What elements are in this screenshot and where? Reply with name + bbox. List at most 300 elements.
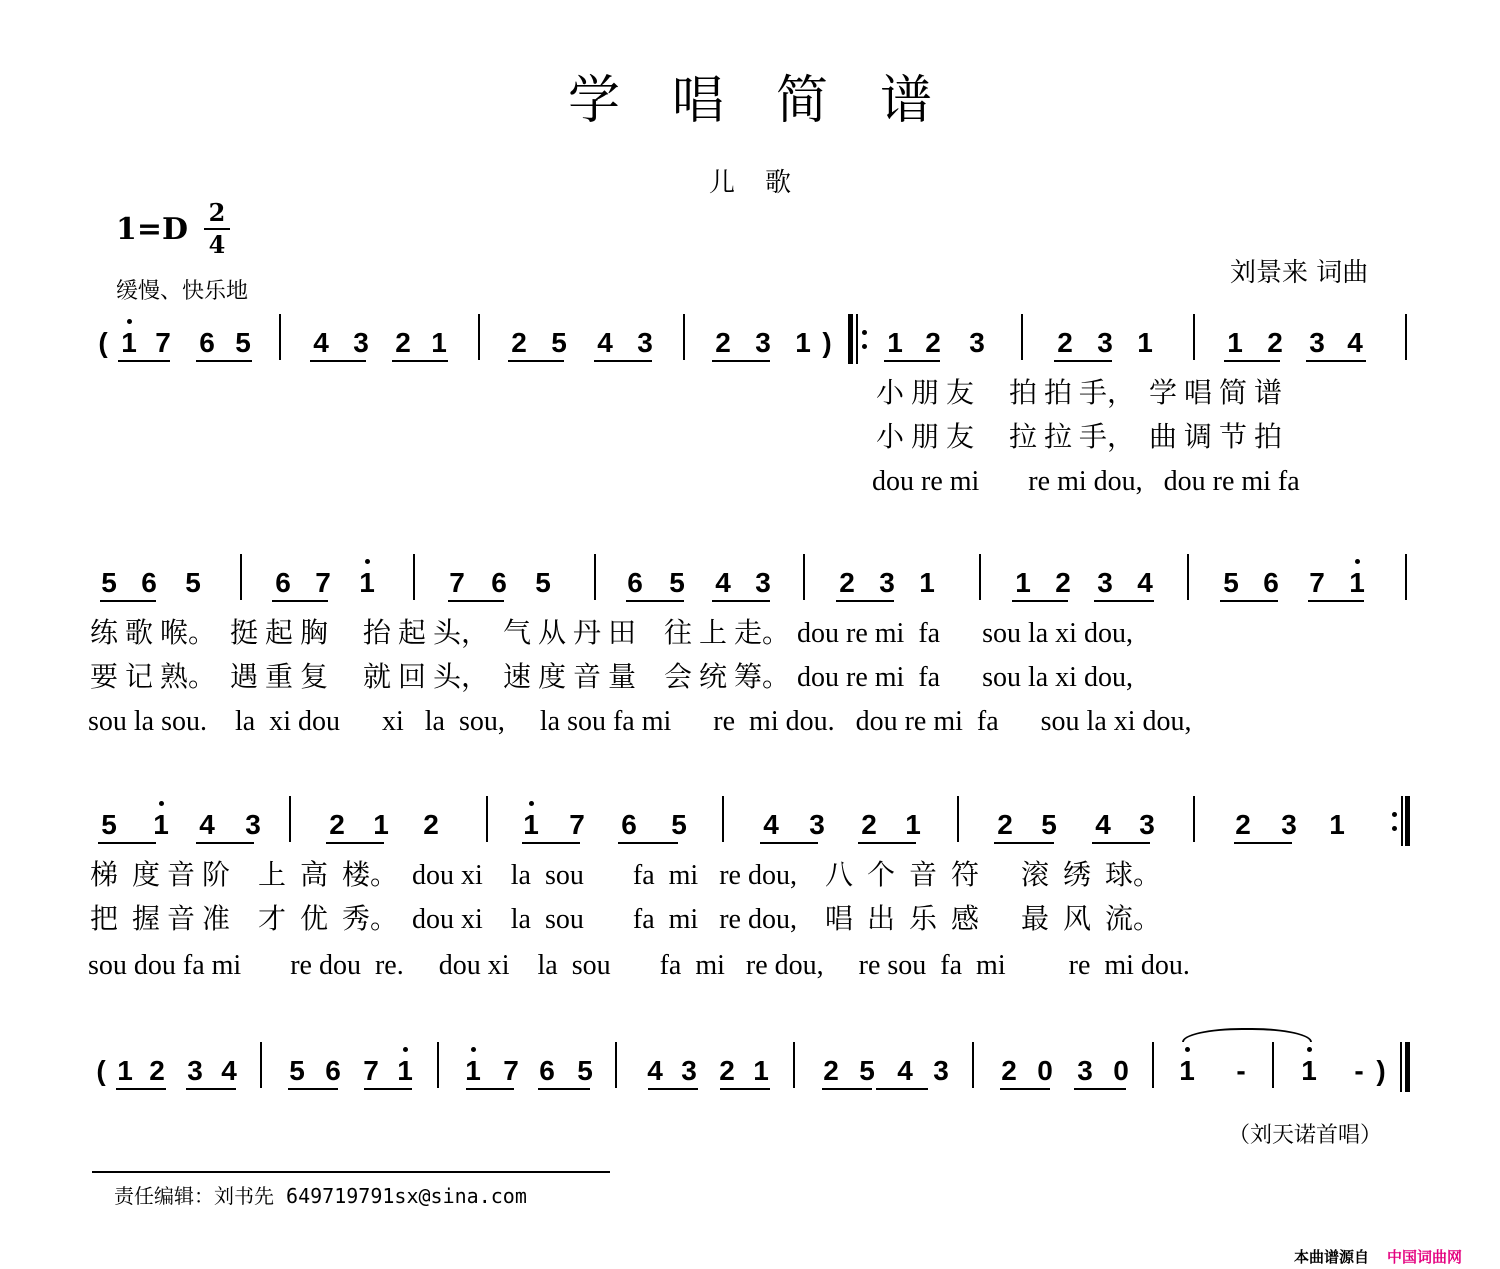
eighth-note-underline	[116, 1088, 166, 1090]
eighth-note-underline	[186, 1088, 236, 1090]
repeat-start-barline	[848, 314, 870, 364]
note-value: 2	[839, 567, 855, 598]
lyric-line: 小 朋 友 拍 拍 手， 学 唱 简 谱	[876, 378, 1283, 409]
note-value: 3	[879, 567, 895, 598]
note	[1012, 568, 1034, 598]
note	[150, 810, 172, 840]
note	[1052, 568, 1074, 598]
note	[232, 328, 254, 358]
note-value: 1	[465, 1055, 481, 1086]
note	[196, 328, 218, 358]
eighth-note-underline	[196, 360, 252, 362]
eighth-note-underline	[712, 600, 770, 602]
note	[624, 568, 646, 598]
eighth-note-underline	[1234, 842, 1292, 844]
bar-line	[803, 554, 805, 600]
eighth-note-underline	[594, 360, 652, 362]
note	[902, 810, 924, 840]
note-value: 4	[1095, 809, 1111, 840]
note-value: 5	[859, 1055, 875, 1086]
note-value: 5	[235, 327, 251, 358]
bar-line	[1405, 554, 1407, 600]
eighth-note-underline	[364, 1088, 412, 1090]
time-signature-top: 2	[208, 198, 226, 227]
eighth-note-underline	[98, 842, 156, 844]
note	[392, 328, 414, 358]
note-value: 5	[101, 809, 117, 840]
note-value: 1	[887, 327, 903, 358]
note-value: 6	[627, 567, 643, 598]
note	[118, 328, 140, 358]
note	[876, 568, 898, 598]
note-value: 3	[809, 809, 825, 840]
note	[98, 568, 120, 598]
note	[750, 1056, 772, 1086]
note-value: 1	[153, 809, 169, 840]
note	[462, 1056, 484, 1086]
footer-divider	[92, 1171, 610, 1173]
note-value: 3	[1309, 327, 1325, 358]
note-value: 2	[925, 327, 941, 358]
note-value: 3	[353, 327, 369, 358]
note-value: 2	[423, 809, 439, 840]
note-value: 7	[1309, 567, 1325, 598]
note-value: 4	[1137, 567, 1153, 598]
bar-line	[594, 554, 596, 600]
eighth-note-underline	[626, 600, 684, 602]
note	[184, 1056, 206, 1086]
note-value: 1	[373, 809, 389, 840]
note	[500, 1056, 522, 1086]
lyric-line: sou la sou. la xi dou xi la sou, la sou fa mi re mi dou. dou re mi fa sou la xi dou,	[88, 706, 1192, 737]
note-value: 4	[313, 327, 329, 358]
note-value: 5	[1223, 567, 1239, 598]
eighth-note-underline	[876, 1088, 928, 1090]
note-value: 3	[187, 1055, 203, 1086]
note	[98, 810, 120, 840]
lyric-line: 梯 度 音 阶 上 高 楼。 dou xi la sou fa mi re dou, 八 个 音 符 滚 绣 球。	[90, 860, 1161, 891]
note-value: 7	[503, 1055, 519, 1086]
high-octave-dot-icon	[1185, 1047, 1190, 1052]
note-value: 6	[491, 567, 507, 598]
note	[1074, 1056, 1096, 1086]
note	[218, 1056, 240, 1086]
note	[884, 328, 906, 358]
note-value: 6	[141, 567, 157, 598]
note-value: 6	[325, 1055, 341, 1086]
note	[1326, 810, 1348, 840]
note	[566, 810, 588, 840]
note	[146, 1056, 168, 1086]
singer-credit: （刘天诺首唱）	[1228, 1123, 1383, 1148]
lyric-line: 小 朋 友 拉 拉 手， 曲 调 节 拍	[876, 422, 1283, 453]
high-octave-dot-icon	[1307, 1047, 1312, 1052]
note-value: (	[96, 1055, 106, 1086]
note	[1278, 810, 1300, 840]
note-value: 1	[523, 809, 539, 840]
note	[1224, 328, 1246, 358]
bar-line	[979, 554, 981, 600]
high-octave-dot-icon	[159, 801, 164, 806]
eighth-note-underline	[508, 360, 564, 362]
eighth-note-underline	[1308, 600, 1364, 602]
bar-line	[1021, 314, 1023, 360]
note-value: 2	[395, 327, 411, 358]
note	[272, 568, 294, 598]
note	[242, 810, 264, 840]
eighth-note-underline	[288, 1088, 338, 1090]
note-value: 5	[671, 809, 687, 840]
bar-line	[615, 1042, 617, 1088]
lyric-line: 要 记 熟。 遇 重 复 就 回 头， 速 度 音 量 会 统 筹。 dou re mi fa sou la xi dou,	[90, 662, 1133, 693]
note	[152, 328, 174, 358]
note-value: 3	[755, 327, 771, 358]
bar-line	[957, 796, 959, 842]
note	[668, 810, 690, 840]
note-value: 6	[199, 327, 215, 358]
note	[420, 810, 442, 840]
note-value: 6	[621, 809, 637, 840]
note	[752, 328, 774, 358]
note-value: )	[1376, 1055, 1386, 1086]
note-value: 5	[551, 327, 567, 358]
note	[1344, 328, 1366, 358]
eighth-note-underline	[100, 600, 156, 602]
note	[310, 328, 332, 358]
note	[894, 1056, 916, 1086]
eighth-note-underline	[522, 842, 580, 844]
note	[1054, 328, 1076, 358]
note-value: 1	[1137, 327, 1153, 358]
note	[1348, 1056, 1370, 1086]
bar-line	[683, 314, 685, 360]
note	[644, 1056, 666, 1086]
high-octave-dot-icon	[127, 319, 132, 324]
note-value: 0	[1037, 1055, 1053, 1086]
note	[488, 568, 510, 598]
time-signature	[204, 200, 230, 258]
note	[836, 568, 858, 598]
note-value: 2	[719, 1055, 735, 1086]
note	[1298, 1056, 1320, 1086]
note	[536, 1056, 558, 1086]
eighth-note-underline	[1094, 600, 1154, 602]
note-value: 4	[199, 809, 215, 840]
note	[1134, 328, 1156, 358]
note	[966, 328, 988, 358]
note-value: 2	[1055, 567, 1071, 598]
note-value: 7	[569, 809, 585, 840]
note-value: 2	[1267, 327, 1283, 358]
bar-line	[722, 796, 724, 842]
bar-line	[793, 1042, 795, 1088]
note	[806, 810, 828, 840]
note-value: 5	[1041, 809, 1057, 840]
note-value: 6	[539, 1055, 555, 1086]
note-value: 3	[933, 1055, 949, 1086]
note	[1306, 568, 1328, 598]
note	[994, 810, 1016, 840]
eighth-note-underline	[118, 360, 170, 362]
note-value: 1	[1329, 809, 1345, 840]
note	[1260, 568, 1282, 598]
lyric-line: sou dou fa mi re dou re. dou xi la sou fa mi re dou, re sou fa mi re mi dou.	[88, 950, 1190, 981]
note	[666, 568, 688, 598]
note-value: 2	[715, 327, 731, 358]
key-signature: 1=D	[116, 212, 189, 247]
note	[1220, 568, 1242, 598]
note-value: 2	[1001, 1055, 1017, 1086]
high-octave-dot-icon	[1355, 559, 1360, 564]
bar-line	[413, 554, 415, 600]
note-value: 3	[1097, 567, 1113, 598]
note-value: 3	[1077, 1055, 1093, 1086]
lyric-line: dou re mi re mi dou, dou re mi fa	[872, 466, 1300, 497]
note-value: 4	[715, 567, 731, 598]
note-value: 5	[185, 567, 201, 598]
note-value: 1	[1227, 327, 1243, 358]
bar-line	[972, 1042, 974, 1088]
note	[1094, 328, 1116, 358]
note	[370, 810, 392, 840]
note-value: 3	[1281, 809, 1297, 840]
note-value: 2	[823, 1055, 839, 1086]
eighth-note-underline	[196, 842, 254, 844]
note	[1264, 328, 1286, 358]
note-value: 5	[289, 1055, 305, 1086]
note-value: 4	[897, 1055, 913, 1086]
tie-slur	[1182, 1028, 1312, 1042]
note	[322, 1056, 344, 1086]
note	[618, 810, 640, 840]
eighth-note-underline	[1306, 360, 1366, 362]
eighth-note-underline	[618, 842, 678, 844]
note-value: 1	[359, 567, 375, 598]
eighth-note-underline	[1054, 360, 1112, 362]
note-value: 2	[149, 1055, 165, 1086]
bar-line	[260, 1042, 262, 1088]
paren	[90, 1056, 112, 1086]
paren	[92, 328, 114, 358]
note-value: 1	[1349, 567, 1365, 598]
editor-credit: 责任编辑：刘书先 649719791sx@sina.com	[114, 1184, 527, 1208]
note	[716, 1056, 738, 1086]
song-title: 学唱简谱	[567, 71, 984, 131]
note	[1092, 810, 1114, 840]
note	[792, 328, 814, 358]
eighth-note-underline	[448, 600, 504, 602]
eighth-note-underline	[836, 600, 894, 602]
note	[1176, 1056, 1198, 1086]
eighth-note-underline	[822, 1088, 872, 1090]
note	[138, 568, 160, 598]
source-prefix: 本曲谱源自	[1294, 1248, 1370, 1266]
note-value: 6	[275, 567, 291, 598]
song-genre: 儿歌	[708, 168, 821, 198]
bar-line	[240, 554, 242, 600]
note	[930, 1056, 952, 1086]
note-value: 4	[1347, 327, 1363, 358]
note	[532, 568, 554, 598]
note-value: 4	[597, 327, 613, 358]
note-value: 5	[101, 567, 117, 598]
note-value: -	[1236, 1055, 1246, 1086]
note-value: 7	[315, 567, 331, 598]
note	[520, 810, 542, 840]
note-value: 5	[577, 1055, 593, 1086]
high-octave-dot-icon	[403, 1047, 408, 1052]
note-value: -	[1354, 1055, 1364, 1086]
eighth-note-underline	[326, 842, 384, 844]
bar-line	[1405, 314, 1407, 360]
note-value: 2	[861, 809, 877, 840]
final-barline	[1400, 1042, 1422, 1092]
note	[712, 568, 734, 598]
note-value: 1	[431, 327, 447, 358]
eighth-note-underline	[760, 842, 818, 844]
paren	[816, 328, 838, 358]
note	[508, 328, 530, 358]
note-value: (	[98, 327, 108, 358]
eighth-note-underline	[1092, 842, 1150, 844]
note-value: 7	[155, 327, 171, 358]
eighth-note-underline	[1220, 600, 1278, 602]
bar-line	[437, 1042, 439, 1088]
note-value: 2	[1057, 327, 1073, 358]
high-octave-dot-icon	[471, 1047, 476, 1052]
note	[1094, 568, 1116, 598]
note-value: 3	[1097, 327, 1113, 358]
note	[594, 328, 616, 358]
note-value: 3	[245, 809, 261, 840]
note-value: 3	[1139, 809, 1155, 840]
note-value: )	[822, 327, 832, 358]
source-brand-link[interactable]: 中国词曲网	[1387, 1248, 1463, 1266]
note	[760, 810, 782, 840]
note-value: 4	[221, 1055, 237, 1086]
note	[1232, 810, 1254, 840]
repeat-end-barline	[1388, 796, 1410, 846]
note-value: 0	[1113, 1055, 1129, 1086]
bar-line	[289, 796, 291, 842]
eighth-note-underline	[538, 1088, 590, 1090]
note-value: 1	[1301, 1055, 1317, 1086]
time-signature-bottom: 4	[208, 230, 226, 259]
bar-line	[279, 314, 281, 360]
note-value: 2	[329, 809, 345, 840]
note	[858, 810, 880, 840]
eighth-note-underline	[392, 360, 448, 362]
composer-credit: 刘景来 词曲	[1230, 258, 1369, 288]
note	[182, 568, 204, 598]
eighth-note-underline	[1224, 360, 1280, 362]
note	[678, 1056, 700, 1086]
note	[1346, 568, 1368, 598]
note	[326, 810, 348, 840]
eighth-note-underline	[1074, 1088, 1126, 1090]
note-value: 3	[755, 567, 771, 598]
note	[856, 1056, 878, 1086]
note-value: 1	[1015, 567, 1031, 598]
note-value: 1	[905, 809, 921, 840]
note	[196, 810, 218, 840]
note	[752, 568, 774, 598]
note-value: 1	[1179, 1055, 1195, 1086]
bar-line	[1193, 796, 1195, 842]
note	[1136, 810, 1158, 840]
note	[998, 1056, 1020, 1086]
note	[428, 328, 450, 358]
eighth-note-underline	[310, 360, 366, 362]
bar-line	[1152, 1042, 1154, 1088]
eighth-note-underline	[272, 600, 328, 602]
note-value: 1	[919, 567, 935, 598]
note-value: 3	[637, 327, 653, 358]
note	[394, 1056, 416, 1086]
paren	[1370, 1056, 1392, 1086]
bar-line	[1193, 314, 1195, 360]
eighth-note-underline	[1012, 600, 1068, 602]
note	[1230, 1056, 1252, 1086]
note-value: 7	[449, 567, 465, 598]
note-value: 2	[511, 327, 527, 358]
note	[634, 328, 656, 358]
note-value: 4	[763, 809, 779, 840]
note-value: 2	[1235, 809, 1251, 840]
bar-line	[486, 796, 488, 842]
note-value: 1	[117, 1055, 133, 1086]
note-value: 3	[969, 327, 985, 358]
eighth-note-underline	[648, 1088, 698, 1090]
note	[1134, 568, 1156, 598]
note	[712, 328, 734, 358]
note-value: 6	[1263, 567, 1279, 598]
note-value: 3	[681, 1055, 697, 1086]
tempo-marking: 缓慢、快乐地	[116, 279, 249, 304]
bar-line	[1272, 1042, 1274, 1088]
note	[1038, 810, 1060, 840]
high-octave-dot-icon	[365, 559, 370, 564]
note-value: 5	[669, 567, 685, 598]
note	[922, 328, 944, 358]
high-octave-dot-icon	[529, 801, 534, 806]
note-value: 4	[647, 1055, 663, 1086]
note-value: 1	[121, 327, 137, 358]
eighth-note-underline	[720, 1088, 770, 1090]
note	[350, 328, 372, 358]
note	[446, 568, 468, 598]
eighth-note-underline	[858, 842, 916, 844]
note-value: 1	[753, 1055, 769, 1086]
note	[1306, 328, 1328, 358]
note	[356, 568, 378, 598]
note-value: 1	[795, 327, 811, 358]
lyric-line: 把 握 音 准 才 优 秀。 dou xi la sou fa mi re dou, 唱 出 乐 感 最 风 流。	[90, 904, 1161, 935]
note	[820, 1056, 842, 1086]
note	[574, 1056, 596, 1086]
note	[360, 1056, 382, 1086]
note	[1110, 1056, 1132, 1086]
bar-line	[478, 314, 480, 360]
note-value: 5	[535, 567, 551, 598]
eighth-note-underline	[466, 1088, 514, 1090]
note	[114, 1056, 136, 1086]
eighth-note-underline	[994, 842, 1054, 844]
eighth-note-underline	[712, 360, 770, 362]
note	[312, 568, 334, 598]
note	[1034, 1056, 1056, 1086]
note-value: 2	[997, 809, 1013, 840]
